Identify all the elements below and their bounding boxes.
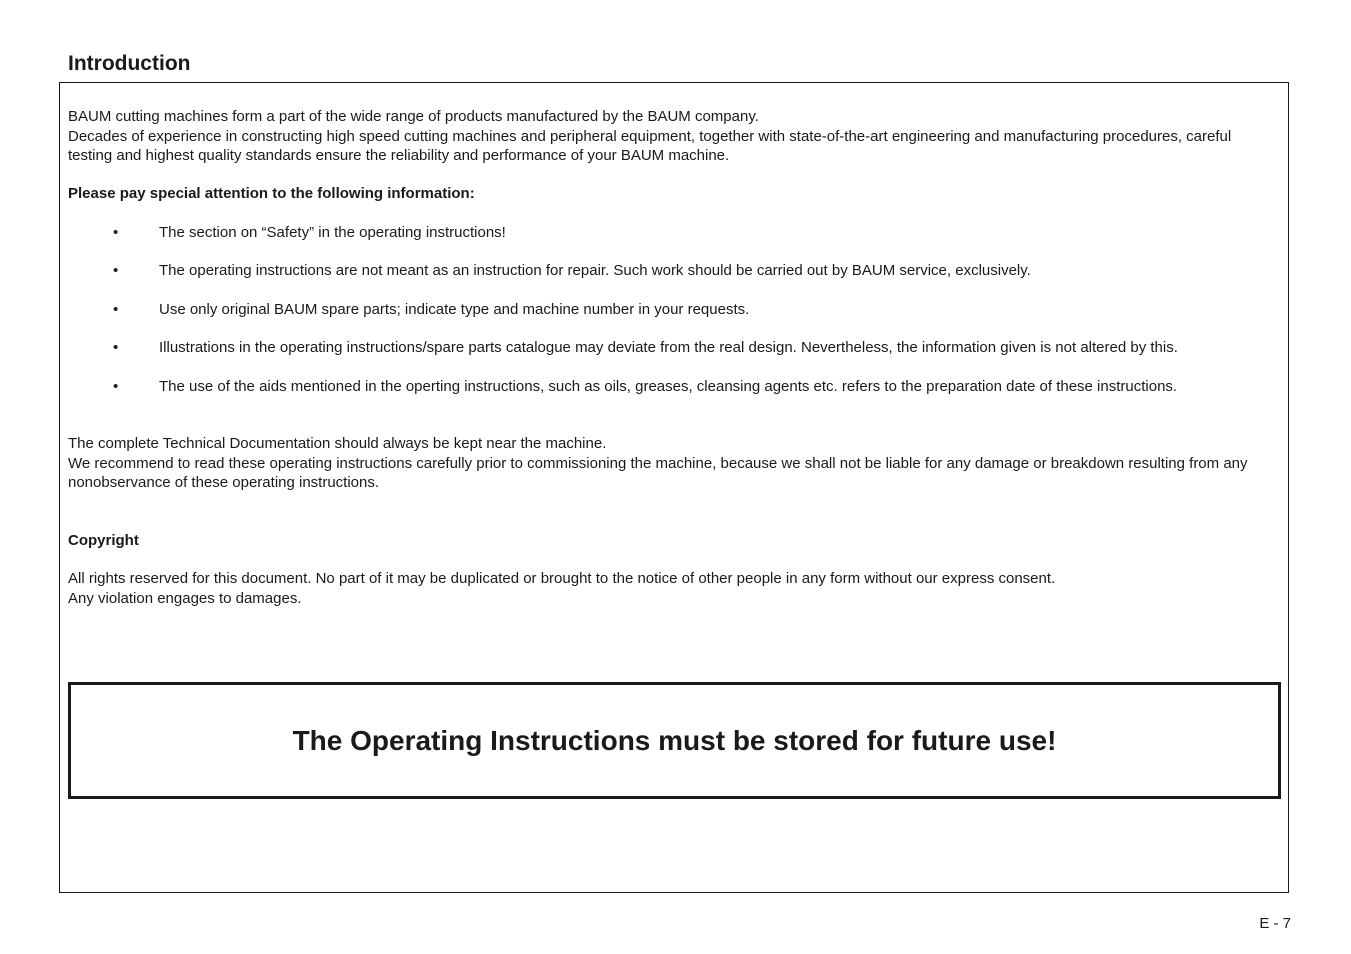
bullet-icon: • [113,378,119,395]
page-title: Introduction [68,52,191,75]
bullet-icon: • [113,339,119,356]
list-item: The use of the aids mentioned in the operting instructions, such as oils, greases, cleansing agents etc. refers to the preparation date of these instructions. [159,378,1178,395]
bullet-icon: • [113,224,119,241]
intro-line-1: BAUM cutting machines form a part of the wide range of products manufactured by the BAUM company. [68,108,759,125]
page-number: E - 7 [1259,915,1291,932]
attention-title: Please pay special attention to the following information: [68,185,475,202]
copyright-title: Copyright [68,532,139,549]
bullet-icon: • [113,262,119,279]
list-item: The section on “Safety” in the operating instructions! [159,224,506,241]
copyright-line-1: All rights reserved for this document. No part of it may be duplicated or brought to the notice of other people in any form without our express consent. [68,570,1056,587]
documentation-line-2: We recommend to read these operating instructions carefully prior to commissioning the machine, because we shall not be liable for any damage or breakdown resulting from any nonobservance of these operating instructions. [68,454,1248,491]
intro-line-2: Decades of experience in constructing high speed cutting machines and peripheral equipment, together with state-of-the-art engineering and manufacturing procedures, careful testing and highest quality standards ensure the reliability and performance of your BAUM machine. [68,127,1232,164]
list-item: The operating instructions are not meant as an instruction for repair. Such work should be carried out by BAUM service, exclusively. [159,262,1031,279]
copyright-line-2: Any violation engages to damages. [68,589,302,607]
documentation-line-1: The complete Technical Documentation should always be kept near the machine. [68,435,607,452]
list-item: Illustrations in the operating instructions/spare parts catalogue may deviate from the real design. Nevertheless, the information given is not altered by this. [159,339,1178,356]
copyright-paragraph [68,569,1273,608]
storage-notice-text: The Operating Instructions must be stored for future use! [292,724,1057,756]
intro-paragraph [68,107,1273,166]
bullet-icon: • [113,301,119,318]
documentation-paragraph [68,434,1273,493]
list-item: Use only original BAUM spare parts; indicate type and machine number in your requests. [159,301,750,318]
storage-notice-box [68,682,1281,799]
